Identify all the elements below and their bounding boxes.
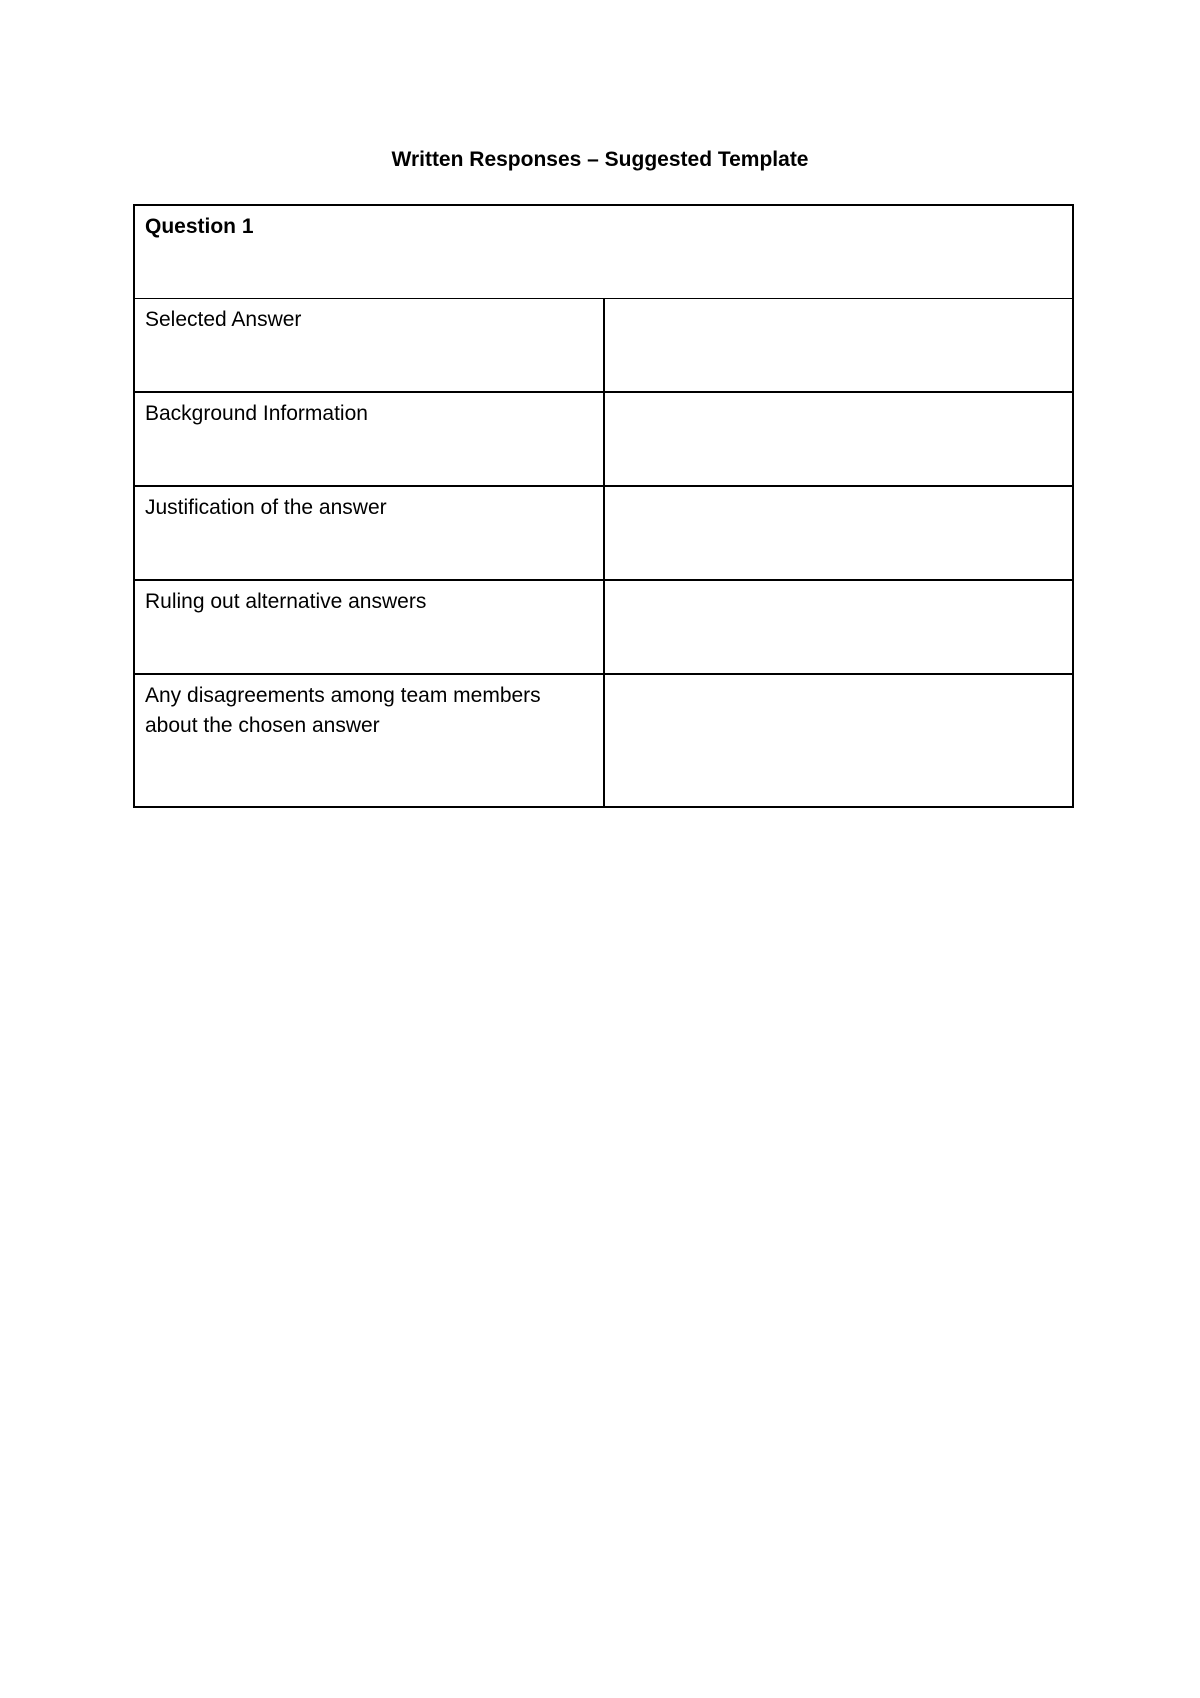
justification-label: Justification of the answer	[134, 486, 604, 580]
question-header-row	[134, 205, 1073, 298]
justification-cell[interactable]	[604, 486, 1074, 580]
table-row	[134, 486, 1073, 580]
ruling-out-label: Ruling out alternative answers	[134, 580, 604, 674]
selected-answer-cell[interactable]	[604, 298, 1074, 392]
table-row	[134, 392, 1073, 486]
table-row	[134, 580, 1073, 674]
disagreements-label: Any disagreements among team members about the chosen answer	[134, 674, 604, 807]
response-template-table	[133, 204, 1074, 808]
background-information-label: Background Information	[134, 392, 604, 486]
disagreements-cell[interactable]	[604, 674, 1074, 807]
table-row	[134, 298, 1073, 392]
table-row	[134, 674, 1073, 807]
page-title: Written Responses – Suggested Template	[391, 148, 809, 171]
selected-answer-label: Selected Answer	[134, 298, 604, 392]
ruling-out-cell[interactable]	[604, 580, 1074, 674]
question-heading: Question 1	[134, 205, 1073, 298]
background-information-cell[interactable]	[604, 392, 1074, 486]
